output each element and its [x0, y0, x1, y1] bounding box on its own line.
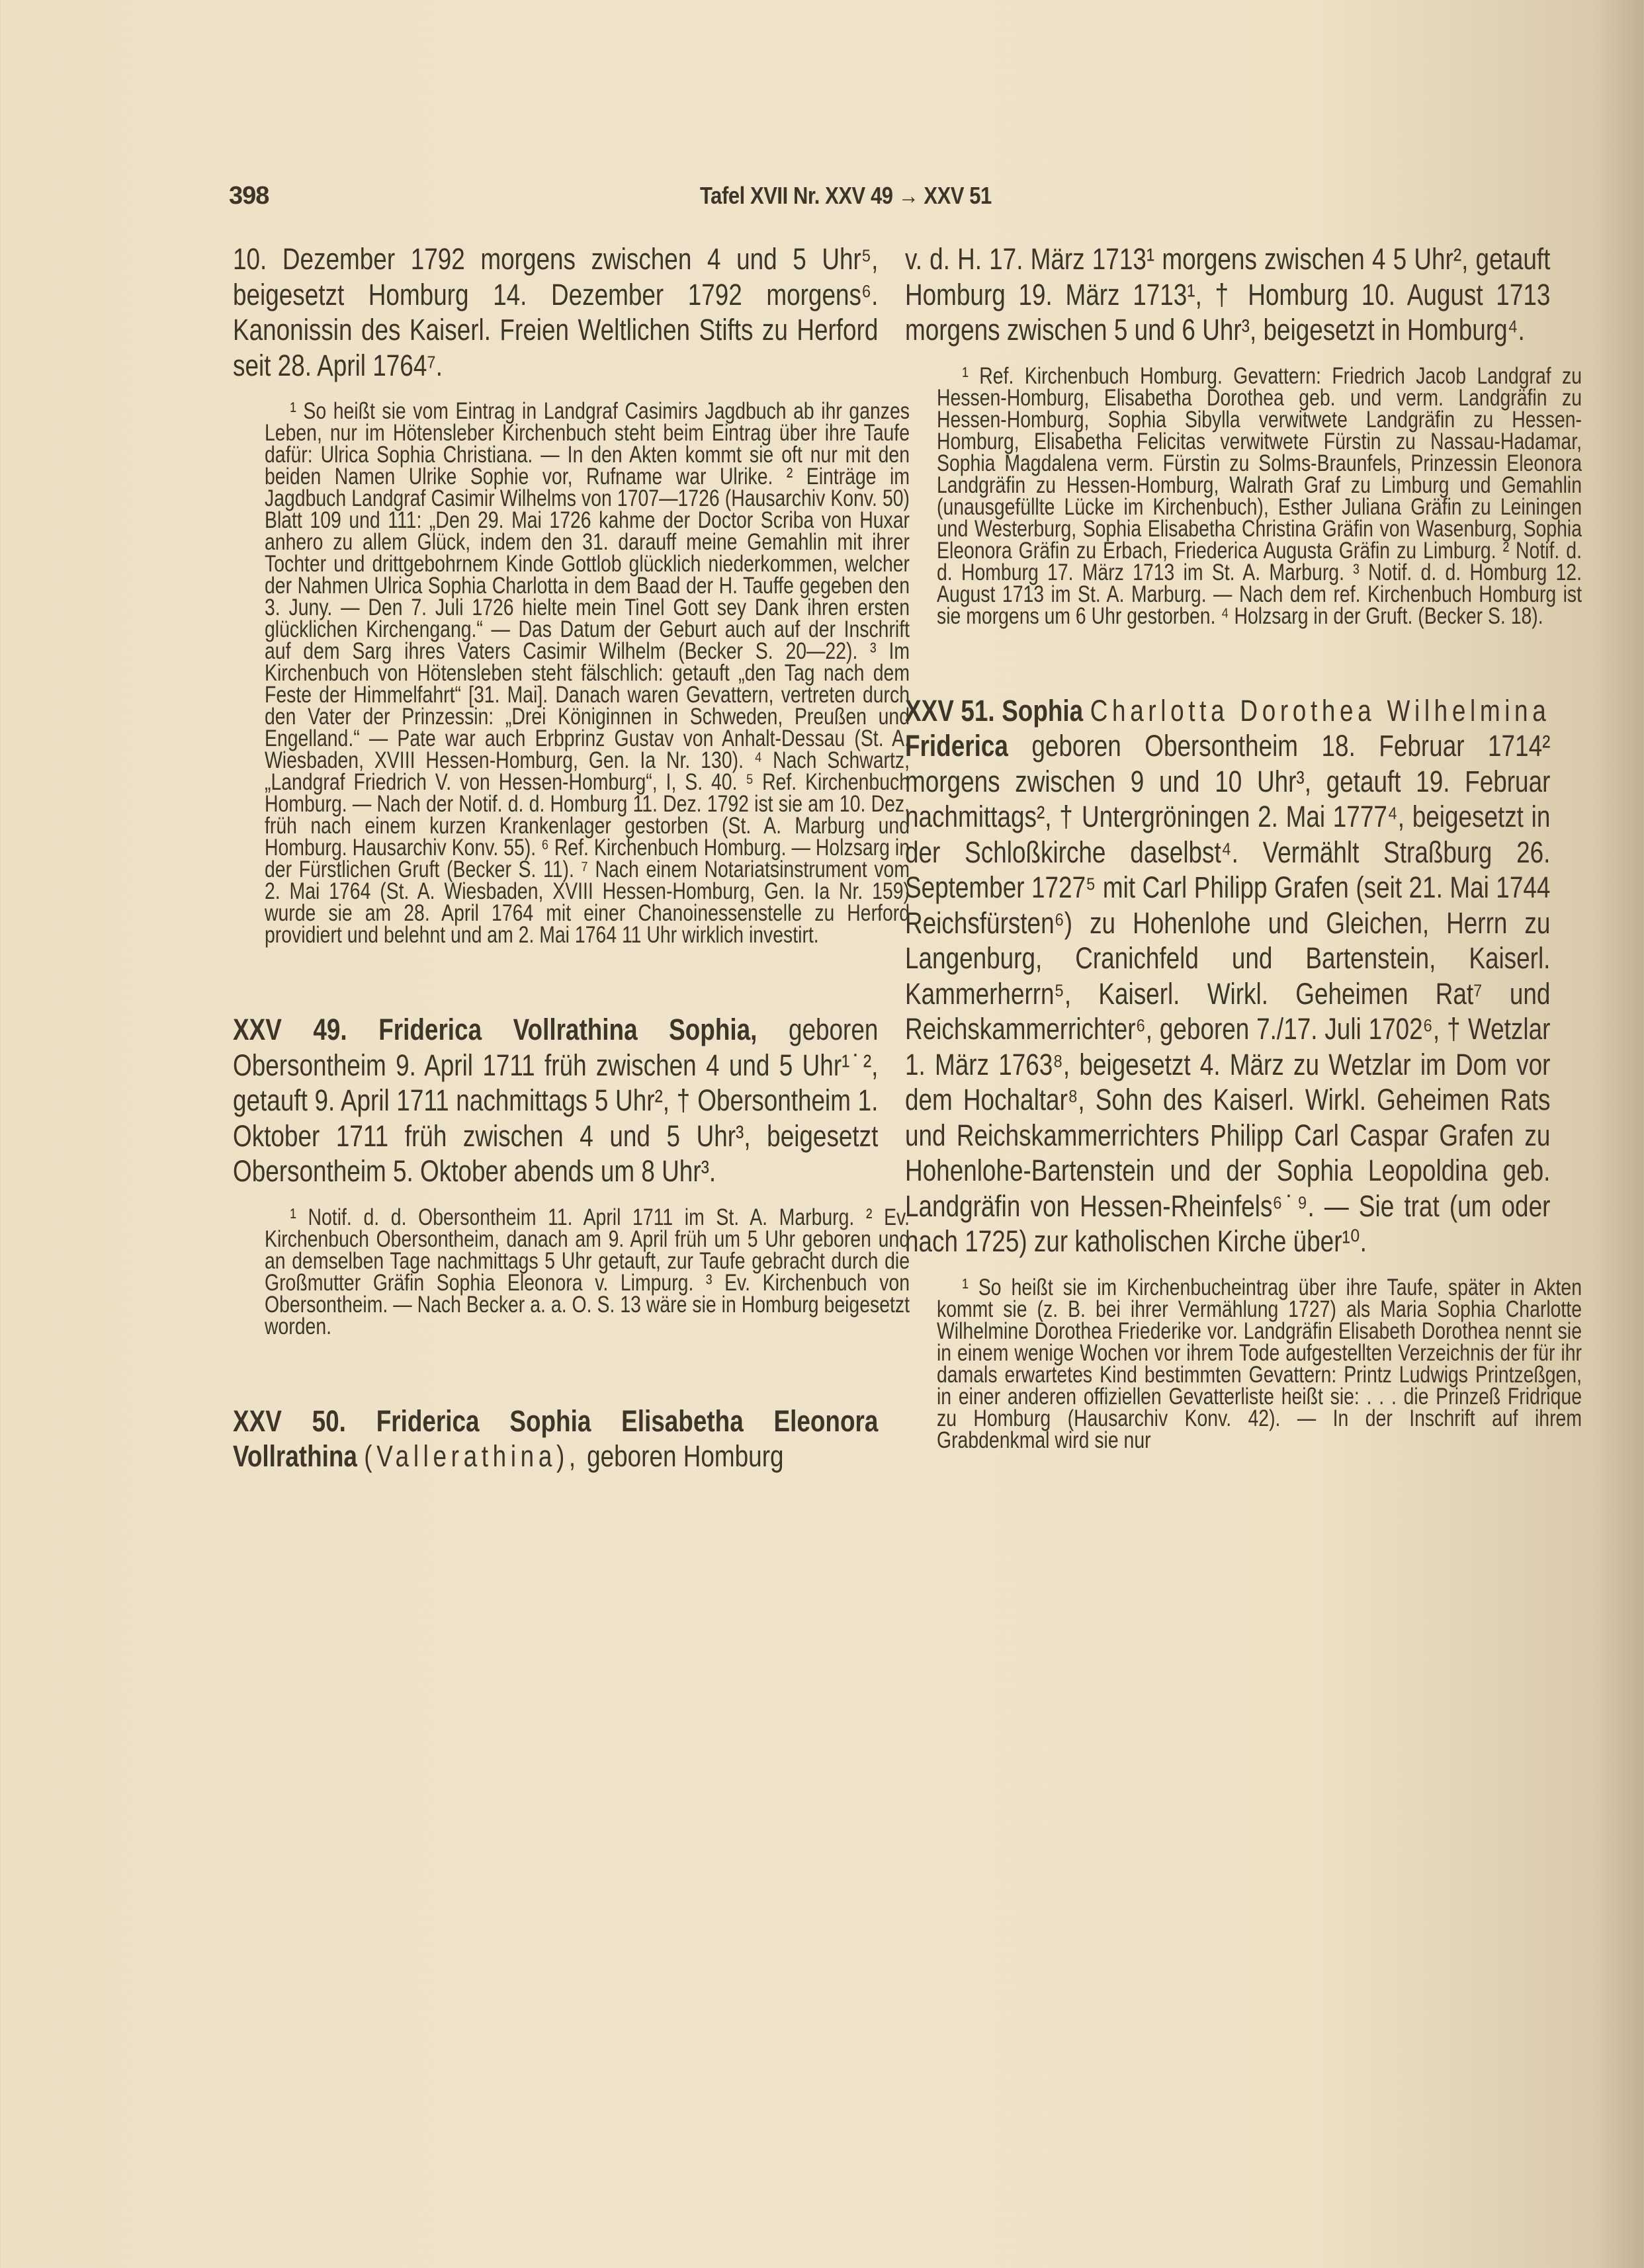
- entry-alt-name: (Vallerathina),: [364, 1439, 580, 1473]
- entry-name-spaced: Charlotta Dorothea Wilhelmina: [1090, 693, 1551, 728]
- entry-number: XXV 51.: [905, 693, 995, 728]
- footnote-block: ¹ So heißt sie vom Eintrag in Landgraf Casimirs Jagdbuch ab ihr ganzes Leben, nur im Hötensleber Kirchenbuch steht beim Eintrag über ihre Taufe dafür: Ulrica Sophia Christiana. — In den Akten kommt sie oft nur mit den beiden Namen Ulrike Sophie vor, Rufname war Ulrike. ² Einträge im Jagdbuch Landgraf Casimir Wilhelms von 1707—1726 (Hausarchiv Konv. 50) Blatt 109 und 111: „Den 29. Mai 1726 kahme der Doctor Scriba von Huxar anhero zu allem Glück, indem den 31. darauff meine Gemahlin mit ihrer Tochter und drittgebohrnem Kinde Gottlob glücklich niederkommen, welcher der Nahmen Ulrica Sophia Charlotta in dem Baad der H. Tauffe gegeben den 3. Juny. — Den 7. Juli 1726 hielte mein Tinel Gott sey Dank ihren ersten glücklichen Kirchengang.“ — Das Datum der Geburt auch auf der Inschrift auf dem Sarg ihres Vaters Casimir Wilhelm (Becker S. 20—22). ³ Im Kirchenbuch von Hötensleben steht fälschlich: getauft „den Tag nach dem Feste der Himmelfahrt“ [31. Mai]. Danach waren Gevattern, vertreten durch den Vater der Prinzessin: „Drei Königinnen in Schweden, Preußen und Engelland.“ — Pate war auch Erbprinz Gustav von Anhalt-Dessau (St. A. Wiesbaden, XVIII Hessen-Homburg, Gen. Ia Nr. 130). ⁴ Nach Schwartz, „Landgraf Friedrich V. von Hessen-Homburg“, I, S. 40. ⁵ Ref. Kirchenbuch Homburg. — Nach der Notif. d. d. Homburg 11. Dez. 1792 ist sie am 10. Dez. früh nach einem kurzen Krankenlager gestorben (St. A. Marburg und Homburg. Hausarchiv Konv. 55). ⁶ Ref. Kirchenbuch Homburg. — Holzsarg in der Fürstlichen Gruft (Becker S. 11). ⁷ Nach einem Notariatsinstrument vom 2. Mai 1764 (St. A. Wiesbaden, XVIII Hessen-Homburg, Gen. Ia Nr. 159) wurde sie am 28. April 1764 mit einer Chanoinessenstelle zu Herford providiert und belehnt und am 2. Mai 1764 11 Uhr wirklich investirt.: [265, 398, 910, 948]
- page-number: 398: [229, 182, 269, 210]
- entry-number: XXV 50.: [233, 1404, 346, 1438]
- entry-xxv-49: [233, 1012, 878, 1189]
- right-column: [905, 241, 1582, 1453]
- entry-name: Friderica Vollrathina Sophia,: [378, 1013, 757, 1046]
- entry-name-first: Sophia: [1002, 693, 1084, 728]
- entry-name: Friderica Sophia Elisabetha Eleonora Vollrathina: [233, 1404, 879, 1473]
- right-continuation-text: v. d. H. 17. März 1713¹ morgens zwischen 4 5 Uhr², getauft Homburg 19. März 1713¹, † Homburg 10. August 1713 morgens zwischen 5 und 6 Uhr³, beigesetzt in Homburg⁴.: [905, 242, 1551, 347]
- entry-51-footnotes: ¹ So heißt sie im Kirchenbucheintrag über ihre Taufe, später in Akten kommt sie (z. B. bei ihrer Vermählung 1727) als Maria Sophia Charlotte Wilhelmine Dorothea Friederike vor. Landgräfin Elisabeth Dorothea nennt sie in einem wenige Wochen vor ihrem Tode aufgestellten Verzeichnis der für ihr damals erwartetes Kind bestimmten Gevattern: Printz Ludwigs Printzeßgen, in einer anderen offiziellen Gevatterliste heißt sie: . . . die Prinzeß Fridrique zu Homburg (Hausarchiv Konv. 42). — In der Inschrift auf ihrem Grabdenkmal wird sie nur: [937, 1273, 1582, 1453]
- entry-name-call: Friderica: [905, 729, 1008, 763]
- entry-number: XXV 49.: [233, 1013, 347, 1046]
- left-continuation-footnotes: [233, 398, 910, 948]
- entry-xxv-51: [905, 693, 1550, 1259]
- entry-text: geboren Obersontheim 9. April 1711 früh zwischen 4 und 5 Uhr¹˙², getauft 9. April 1711 nachmittags 5 Uhr², † Obersontheim 1. Oktober 1711 früh zwischen 4 und 5 Uhr³, beigesetzt Obersontheim 5. Oktober abends um 8 Uhr³.: [233, 1013, 879, 1188]
- left-continuation-text: 10. Dezember 1792 morgens zwischen 4 und 5 Uhr⁵, beigesetzt Homburg 14. Dezember 1792 morgens⁶. Kanonissin des Kaiserl. Freien Weltlichen Stifts zu Herford seit 28. April 1764⁷.: [233, 242, 879, 382]
- right-continuation-footnotes: ¹ Ref. Kirchenbuch Homburg. Gevattern: Friedrich Jacob Landgraf zu Hessen-Homburg, Elisabetha Dorothea geb. und verm. Landgräfin zu Hessen-Homburg, Sophia Sibylla verwitwete Landgräfin zu Hessen-Homburg, Elisabetha Felicitas verwitwete Fürstin zu Nassau-Hadamar, Sophia Magdalena verm. Fürstin zu Solms-Braunfels, Prinzessin Eleonora Landgräfin zu Hessen-Homburg, Walrath Graf zu Limburg und Gemahlin (unausgefüllte Lücke im Kirchenbuch), Esther Juliana Gräfin zu Leiningen und Westerburg, Sophia Elisabetha Christina Gräfin von Wasenburg, Sophia Eleonora Gräfin zu Erbach, Friederica Augusta Gräfin zu Limburg. ² Notif. d. d. Homburg 17. März 1713 im St. A. Marburg. ³ Notif. d. d. Homburg 12. August 1713 im St. A. Marburg. — Nach dem ref. Kirchenbuch Homburg ist sie morgens um 6 Uhr gestorben. ⁴ Holzsarg in der Gruft. (Becker S. 18).: [937, 362, 1582, 629]
- running-title: Tafel XVII Nr. XXV 49 → XXV 51: [700, 182, 992, 209]
- entry-49-footnotes: ¹ Notif. d. d. Obersontheim 11. April 1711 im St. A. Marburg. ² Ev. Kirchenbuch Obersontheim, danach am 9. April früh um 5 Uhr geboren und an demselben Tage nachmittags 5 Uhr getauft, zur Taufe gebracht durch die Großmutter Gräfin Sophia Eleonora v. Limpurg. ³ Ev. Kirchenbuch von Obersontheim. — Nach Becker a. a. O. S. 13 wäre sie in Homburg beigesetzt worden.: [265, 1203, 910, 1339]
- left-column: [233, 241, 910, 1474]
- entry-text: geboren Obersontheim 18. Februar 1714² morgens zwischen 9 und 10 Uhr³, getauft 19. Februar nachmittags², † Untergröningen 2. Mai 1777⁴, beigesetzt in der Schloßkirche daselbst⁴. Vermählt Straßburg 26. September 1727⁵ mit Carl Philipp Grafen (seit 21. Mai 1744 Reichsfürsten⁶) zu Hohenlohe und Gleichen, Herrn zu Langenburg, Cranichfeld und Bartenstein, Kaiserl. Kammerherrn⁵, Kaiserl. Wirkl. Geheimen Rat⁷ und Reichskammerrichter⁶, geboren 7./17. Juli 1702⁶, † Wetzlar 1. März 1763⁸, beigesetzt 4. März zu Wetzlar im Dom vor dem Hochaltar⁸, Sohn des Kaiserl. Wirkl. Geheimen Rats und Reichskammerrichters Philipp Carl Caspar Grafen zu Hohenlohe-Bartenstein und der Sophia Leopoldina geb. Landgräfin von Hessen-Rheinfels⁶˙⁹. — Sie trat (um oder nach 1725) zur katholischen Kirche über¹⁰.: [905, 729, 1551, 1258]
- entry-text: geboren Homburg: [587, 1439, 784, 1473]
- entry-xxv-50: [233, 1404, 878, 1474]
